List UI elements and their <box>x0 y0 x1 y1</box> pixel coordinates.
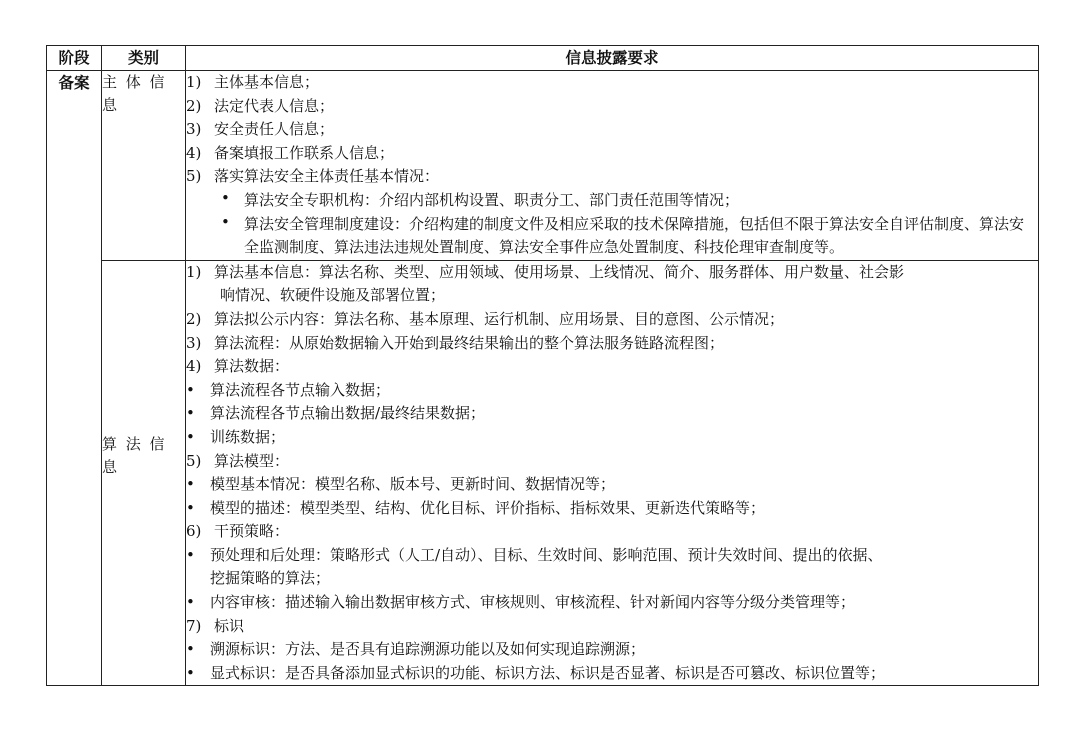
disclosure-table <box>46 45 1039 686</box>
continuation-line: 响情况、软硬件设施及部署位置； <box>220 286 446 305</box>
list-item: 6) 干预策略： <box>186 522 290 541</box>
header-category: 类别 <box>102 46 186 71</box>
bullet-item: • 算法安全专职机构：介绍内部机构设置、职责分工、部门责任范围等情况； <box>221 188 740 209</box>
subject-info-content <box>186 71 1039 261</box>
header-stage: 阶段 <box>47 46 102 71</box>
bullet-item: • 算法安全管理制度建设：介绍构建的制度文件及相应采取的技术保障措施，包括但不限于算法安全自评估制度、算法安全监测制度、算法违法违规处置制度、算法安全事件应急处置制度、科技伦理审查制度等。 <box>221 212 1025 257</box>
bullet-item: • 训练数据； <box>186 427 286 446</box>
list-item: 2) 法定代表人信息； <box>186 96 335 115</box>
bullet-item: • 溯源标识：方法、是否具有追踪溯源功能以及如何实现追踪溯源； <box>186 640 646 659</box>
bullet-item: • 算法流程各节点输出数据/最终结果数据； <box>186 404 486 423</box>
list-item: 5) 落实算法安全主体责任基本情况： <box>186 167 440 186</box>
bullet-item: • 显式标识：是否具备添加显式标识的功能、标识方法、标识是否显著、标识是否可篡改、标识位置等； <box>186 663 886 682</box>
header-row <box>47 46 1039 71</box>
table-row-subject <box>47 71 1039 261</box>
list-item: 5) 算法模型： <box>186 451 290 470</box>
list-item: 7) 标识 <box>186 616 245 635</box>
stage-cell: 备案 <box>47 71 102 686</box>
continuation-line: 挖掘策略的算法； <box>210 569 331 588</box>
list-item: 3) 算法流程：从原始数据输入开始到最终结果输出的整个算法服务链路流程图； <box>186 333 725 352</box>
list-item: 3) 安全责任人信息； <box>186 120 335 139</box>
bullet-item: • 预处理和后处理：策略形式（人工/自动）、目标、生效时间、影响范围、预计失效时间、提出的依据、 <box>186 545 883 564</box>
bullet-item: • 算法流程各节点输入数据； <box>186 380 391 399</box>
category-algorithm-info: 算 法 信 息 <box>102 260 186 686</box>
category-subject-info: 主 体 信 息 <box>102 71 186 261</box>
list-item: 1) 主体基本信息； <box>186 73 320 91</box>
bullet-item: • 模型的描述：模型类型、结构、优化目标、评价指标、指标效果、更新迭代策略等； <box>186 498 766 517</box>
header-requirements: 信息披露要求 <box>186 46 1039 71</box>
list-item: 1) 算法基本信息：算法名称、类型、应用领域、使用场景、上线情况、简介、服务群体、用户数量、社会影 <box>186 262 905 281</box>
bullet-item: • 模型基本情况：模型名称、版本号、更新时间、数据情况等； <box>186 475 616 494</box>
list-item: 4) 算法数据： <box>186 357 290 376</box>
table-row-algorithm <box>47 260 1039 686</box>
list-item: 2) 算法拟公示内容：算法名称、基本原理、运行机制、应用场景、目的意图、公示情况； <box>186 309 785 328</box>
bullet-item: • 内容审核：描述输入输出数据审核方式、审核规则、审核流程、针对新闻内容等分级分类管理等； <box>186 593 856 612</box>
list-item: 4) 备案填报工作联系人信息； <box>186 143 395 162</box>
algorithm-info-content <box>186 260 1039 686</box>
